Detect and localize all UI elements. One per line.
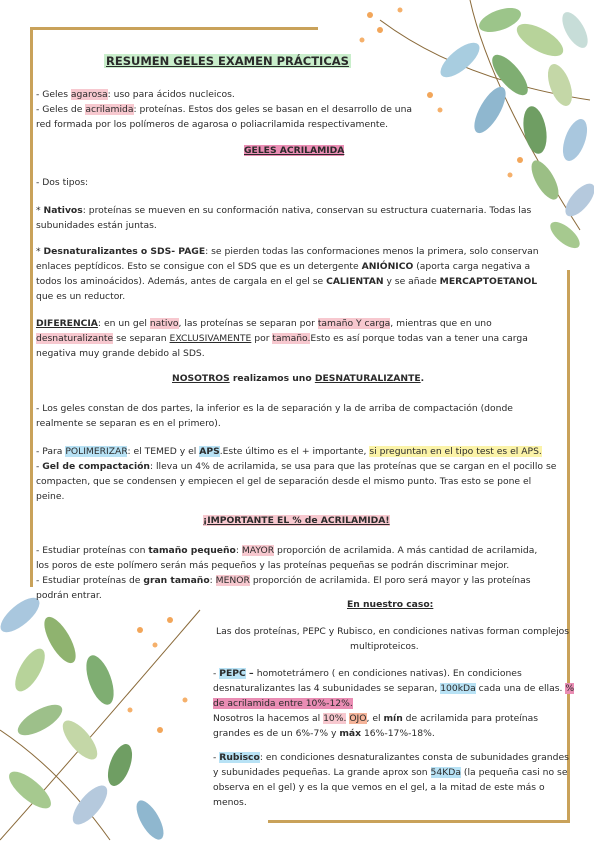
intro-line-acrilamida: - Geles de acrilamida: proteínas. Estos dos geles se basan en el desarrollo de una (36, 104, 413, 115)
desnat-line-1: * Desnaturalizantes o SDS- PAGE: se pierden todas las conformaciones menos la primera, solo conservan (36, 246, 539, 257)
pepc-line-4: Nosotros la hacemos al 10%. OJO, el mín de acrilamida para proteínas (213, 713, 539, 724)
section-heading-importante: ¡IMPORTANTE EL % de ACRILAMIDA! (203, 515, 390, 526)
partes-line-2: realmente se separan es en el primero). (36, 418, 221, 429)
diferencia-line-1: DIFERENCIA: en un gel nativo, las proteínas se separan por tamaño Y carga, mientras que en uno (36, 318, 492, 329)
pequeno-line-1: - Estudiar proteínas con tamaño pequeño: MAYOR proporción de acrilamida. A más cantidad de acrilamida, (36, 545, 538, 556)
rubisco-line-2: y subunidades pequeñas. La grande aprox son 54KDa (la pequeña casi no se (213, 767, 568, 778)
diferencia-line-2: desnaturalizante se separan EXCLUSIVAMENTE por tamaño.Esto es así porque todas van a tener una carga (36, 333, 528, 344)
rubisco-line-1: - Rubisco: en condiciones desnaturalizantes consta de subunidades grandes (213, 752, 569, 763)
desnat-line-4: que es un reductor. (36, 291, 126, 302)
rubisco-line-4: menos. (213, 797, 247, 808)
desnat-line-2: enlaces peptídicos. Esto se consigue con el SDS que es un detergente ANIÓNICO (aporta carga negativa a (36, 261, 531, 272)
intro-line-red: red formada por los polímeros de agarosa o poliacrilamida respectivamente. (36, 119, 389, 130)
nuestro-caso-heading: En nuestro caso: (347, 599, 434, 610)
nativos-line-1: * Nativos: proteínas se mueven en su conformación nativa, conservan su estructura cuaternaria. Todas las (36, 205, 532, 216)
compactacion-line-3: peine. (36, 491, 65, 502)
partes-line-1: - Los geles constan de dos partes, la inferior es la de separación y la de arriba de compactación (donde (36, 403, 513, 414)
frame-bottom-border (268, 820, 570, 823)
intro-line-agarosa: - Geles agarosa: uso para ácidos nucleicos. (36, 89, 235, 100)
desnat-line-3: todos los aminoácidos). Además, antes de cargala en el gel se CALIENTAN y se añade MERCAPTOETANOL (36, 276, 538, 287)
diferencia-line-3: negativa muy grande debido al SDS. (36, 348, 205, 359)
compactacion-line-2: compacten, que se condensen y empiecen el gel de separación desde el mismo punto. Tras esto se pone el (36, 476, 532, 487)
dos-tipos-line: - Dos tipos: (36, 177, 89, 188)
nativos-line-2: subunidades están juntas. (36, 220, 157, 231)
pepc-line-2: desnaturalizantes las 4 subunidades se separan, 100kDa cada una de ellas. % (213, 683, 575, 694)
pepc-line-3: de acrilamida entre 10%-12%. (213, 698, 353, 709)
grande-line-2: podrán entrar. (36, 590, 102, 601)
document-title: RESUMEN GELES EXAMEN PRÁCTICAS (106, 54, 349, 68)
frame-left-border (30, 27, 33, 587)
pequeno-line-2: los poros de este polímero serán más pequeños y las proteínas pequeñas se podrán discriminar mejor. (36, 560, 510, 571)
dos-proteinas-line-2: multiproteicos. (350, 641, 419, 652)
section-heading-geles-acrilamida: GELES ACRILAMIDA (244, 145, 345, 156)
pepc-line-1: - PEPC – homotetrámero ( en condiciones nativas). En condiciones (213, 668, 522, 679)
frame-right-border (567, 270, 570, 822)
dos-proteinas-line-1: Las dos proteínas, PEPC y Rubisco, en condiciones nativas forman complejos (216, 626, 570, 637)
compactacion-line-1: - Gel de compactación: lleva un 4% de acrilamida, se usa para que las proteínas que se cargan en el pocillo se (36, 461, 557, 472)
frame-top-border (30, 27, 318, 30)
pepc-line-5: grandes es de un 6%-7% y máx 16%-17%-18%. (213, 728, 435, 739)
rubisco-line-3: observa en el gel) y es la que vemos en el gel, a la mitad de este más o (213, 782, 545, 793)
polimerizar-line: - Para POLIMERIZAR: el TEMED y el APS.Este último es el + importante, si preguntan en el tipo test es el APS. (36, 446, 542, 457)
nosotros-line: NOSOTROS realizamos uno DESNATURALIZANTE. (172, 373, 425, 384)
leaves-decoration-bottom-left (0, 590, 220, 848)
grande-line-1: - Estudiar proteínas de gran tamaño: MENOR proporción de acrilamida. El poro será mayor y las proteínas (36, 575, 531, 586)
